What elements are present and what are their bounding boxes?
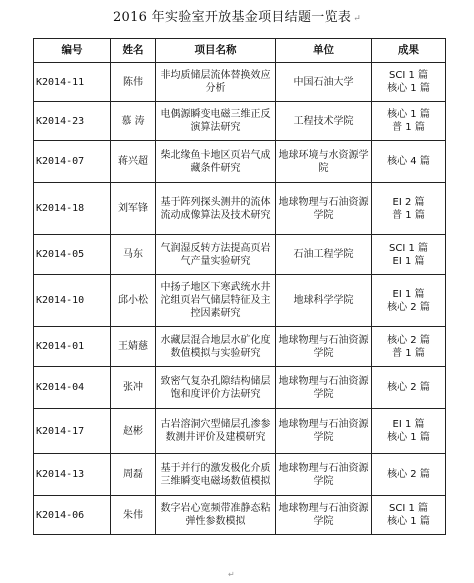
title-text: 2016 年实验室开放基金项目结题一览表 (112, 10, 352, 25)
cell-unit: 地球科学学院 (276, 275, 372, 327)
result-item: SCI 1 篇 (389, 503, 428, 514)
cell-result (372, 235, 446, 275)
cell-name: 王婧慈 (111, 327, 156, 367)
table-row (34, 409, 446, 454)
cell-project: 基于并行的激发极化介质三维瞬变电磁场数值模拟 (156, 454, 276, 496)
cell-id: K2014-11 (34, 63, 111, 102)
cell-name: 慕 涛 (111, 102, 156, 141)
cell-result (372, 183, 446, 235)
cell-project: 非均质储层流体替换效应分析 (156, 63, 276, 102)
result-item: 核心 1 篇 (387, 432, 430, 443)
result-item: EI 2 篇 (392, 196, 425, 208)
cell-unit: 地球环境与水资源学院 (276, 141, 372, 183)
cell-result (372, 367, 446, 409)
result-item: EI 1 篇 (392, 288, 425, 300)
result-item: 核心 2 篇 (387, 469, 430, 480)
cell-name: 张冲 (111, 367, 156, 409)
end-return-mark: ↵ (228, 570, 235, 579)
table-row (34, 454, 446, 496)
cell-unit: 地球物理与石油资源学院 (276, 327, 372, 367)
table-row (34, 275, 446, 327)
header-project: 项目名称 (156, 39, 276, 63)
cell-name: 周磊 (111, 454, 156, 496)
header-result: 成果 (372, 39, 446, 63)
result-item: SCI 1 篇 (389, 70, 428, 81)
cell-unit: 工程技术学院 (276, 102, 372, 141)
table-row (34, 327, 446, 367)
table-row (34, 63, 446, 102)
cell-project: 气润湿反转方法提高页岩气产量实验研究 (156, 235, 276, 275)
cell-result (372, 102, 446, 141)
cell-result (372, 275, 446, 327)
cell-name: 陈伟 (111, 63, 156, 102)
result-item: 核心 4 篇 (387, 156, 430, 167)
cell-name: 邱小松 (111, 275, 156, 327)
cell-unit: 石油工程学院 (276, 235, 372, 275)
cell-result (372, 496, 446, 535)
result-item: 核心 1 篇 (387, 516, 430, 527)
result-item: 普 1 篇 (392, 122, 425, 133)
result-item: 核心 1 篇 (387, 83, 430, 94)
cell-id: K2014-07 (34, 141, 111, 183)
table-row (34, 183, 446, 235)
page-title (0, 6, 474, 25)
table-row (34, 102, 446, 141)
table-row (34, 367, 446, 409)
cell-id: K2014-17 (34, 409, 111, 454)
result-item: 核心 2 篇 (387, 334, 430, 346)
cell-unit: 地球物理与石油资源学院 (276, 183, 372, 235)
result-item: EI 1 篇 (392, 419, 425, 430)
cell-name: 朱伟 (111, 496, 156, 535)
cell-unit: 地球物理与石油资源学院 (276, 454, 372, 496)
cell-unit: 地球物理与石油资源学院 (276, 496, 372, 535)
cell-project: 古岩溶洞穴型储层孔渗参数测井评价及建模研究 (156, 409, 276, 454)
cell-id: K2014-06 (34, 496, 111, 535)
cell-id: K2014-04 (34, 367, 111, 409)
result-item: 核心 1 篇 (387, 109, 430, 120)
header-id: 编号 (34, 39, 111, 63)
table-row (34, 235, 446, 275)
cell-name: 蒋兴超 (111, 141, 156, 183)
cell-project: 中扬子地区下寒武统水井沱组页岩气储层特征及主控因素研究 (156, 275, 276, 327)
cell-project: 水藏层混合地层水矿化度数值模拟与实验研究 (156, 327, 276, 367)
cell-name: 赵彬 (111, 409, 156, 454)
cell-name: 马东 (111, 235, 156, 275)
result-item: 普 1 篇 (392, 209, 425, 221)
table-row (34, 496, 446, 535)
cell-id: K2014-01 (34, 327, 111, 367)
cell-id: K2014-05 (34, 235, 111, 275)
cell-project: 致密气复杂孔隙结构储层饱和度评价方法研究 (156, 367, 276, 409)
cell-project: 基于阵列探头测井的流体流动成像算法及技术研究 (156, 183, 276, 235)
cell-project: 柴北缘鱼卡地区页岩气成藏条件研究 (156, 141, 276, 183)
table-row (34, 141, 446, 183)
result-item: 核心 2 篇 (387, 382, 430, 393)
cell-id: K2014-18 (34, 183, 111, 235)
result-item: EI 1 篇 (392, 255, 425, 267)
result-item: 普 1 篇 (392, 347, 425, 359)
cell-project: 电偶源瞬变电磁三维正反演算法研究 (156, 102, 276, 141)
cell-name: 刘军锋 (111, 183, 156, 235)
cell-id: K2014-10 (34, 275, 111, 327)
header-row (34, 39, 446, 63)
cell-result (372, 409, 446, 454)
header-unit: 单位 (276, 39, 372, 63)
results-table (33, 38, 446, 535)
table-body (34, 63, 446, 535)
cell-id: K2014-23 (34, 102, 111, 141)
result-item: 核心 2 篇 (387, 301, 430, 313)
cell-id: K2014-13 (34, 454, 111, 496)
header-name: 姓名 (111, 39, 156, 63)
cell-result (372, 327, 446, 367)
return-mark: ↵ (353, 14, 362, 24)
cell-unit: 地球物理与石油资源学院 (276, 409, 372, 454)
cell-result (372, 63, 446, 102)
result-item: SCI 1 篇 (389, 242, 428, 254)
cell-result (372, 454, 446, 496)
cell-unit: 中国石油大学 (276, 63, 372, 102)
cell-unit: 地球物理与石油资源学院 (276, 367, 372, 409)
cell-project: 数字岩心宽频带准静态粘弹性参数模拟 (156, 496, 276, 535)
cell-result (372, 141, 446, 183)
